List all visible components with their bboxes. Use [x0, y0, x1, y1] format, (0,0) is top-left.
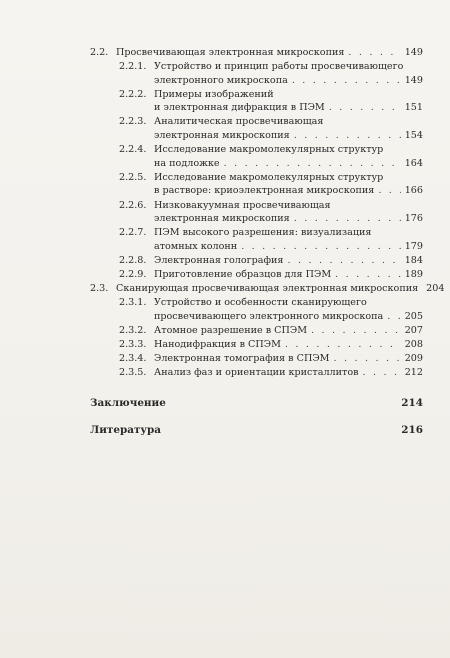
toc-chapter-page: 216: [401, 423, 423, 436]
toc-entry: [0, 268, 450, 282]
toc-page-number: 207: [404, 324, 423, 336]
toc-entry: [0, 254, 450, 268]
toc-entry-number: 2.2.4.: [119, 144, 147, 156]
toc-entry-title: электронная микроскопия: [154, 213, 290, 225]
toc-entry-title: Электронная голография: [154, 254, 284, 266]
dot-leader: [329, 101, 401, 115]
toc-chapter-title: Литература: [90, 423, 162, 436]
toc-entry-title: Низковакуумная просвечивающая: [154, 199, 331, 211]
toc-entry-title: Устройство и принцип работы просвечивающего: [154, 61, 404, 73]
toc-entry-title: электронного микроскопа: [154, 74, 288, 86]
toc-entry-title: Исследование макромолекулярных структур: [154, 171, 384, 183]
table-of-contents: [0, 46, 450, 438]
toc-chapter-page: 214: [401, 396, 423, 409]
toc-page-number: 212: [404, 367, 423, 379]
toc-chapter: [0, 397, 450, 411]
dot-leader: [387, 310, 400, 324]
toc-page-number: 151: [404, 102, 423, 114]
toc-page-number: 205: [404, 310, 423, 322]
toc-entry-title: ПЭМ высокого разрешения: визуализация: [154, 227, 372, 239]
toc-entry: [0, 143, 450, 170]
toc-entry: [0, 226, 450, 253]
toc-entry-title: Примеры изображений: [154, 88, 274, 100]
toc-page-number: 184: [404, 254, 423, 266]
dot-leader: [241, 240, 401, 254]
toc-entry-number: 2.2.9.: [119, 269, 147, 280]
toc-page-number: 164: [404, 157, 423, 169]
dot-leader: [224, 157, 401, 171]
toc-page-number: 208: [404, 338, 423, 350]
toc-entry-number: 2.2.1.: [119, 61, 147, 73]
toc-entry: [0, 338, 450, 352]
toc-entry-number: 2.2.6.: [119, 199, 147, 211]
dot-leader: [335, 268, 401, 282]
toc-entry-number: 2.2.2.: [119, 88, 147, 100]
toc-entry-number: 2.3.1.: [119, 297, 147, 309]
toc-page-number: 176: [404, 213, 423, 225]
dot-leader: [287, 254, 400, 268]
toc-entry-title: Просвечивающая электронная микроскопия: [116, 47, 345, 58]
toc-entry-title: Сканирующая просвечивающая электронная микроскопия: [116, 283, 419, 295]
toc-entry-number: 2.3.5.: [119, 367, 147, 379]
toc-entry-title: на подложке: [154, 157, 220, 169]
toc-entry-number: 2.2.: [90, 47, 109, 58]
toc-page-number: 149: [404, 47, 423, 58]
toc-entry-title: электронная микроскопия: [154, 130, 290, 142]
dot-leader: [292, 74, 401, 88]
dot-leader: [333, 352, 400, 366]
toc-entry-title: Анализ фаз и ориентации кристаллитов: [154, 367, 359, 379]
toc-entry-title: Нанодифракция в СПЭМ: [154, 338, 281, 350]
toc-entry: [0, 115, 450, 142]
toc-entry-title: Электронная томография в СПЭМ: [154, 353, 330, 365]
toc-entry-title: просвечивающего электронного микроскопа: [154, 310, 384, 322]
toc-page-number: 209: [404, 353, 423, 365]
toc-entry-title: Устройство и особенности сканирующего: [154, 297, 367, 309]
dot-leader: [363, 366, 401, 380]
dot-leader: [311, 324, 401, 338]
toc-entry-number: 2.3.4.: [119, 353, 147, 365]
toc-entry: [0, 60, 450, 87]
toc-page-number: 179: [404, 240, 423, 252]
toc-entry-title: Атомное разрешение в СПЭМ: [154, 324, 308, 336]
toc-entry-number: 2.2.7.: [119, 227, 147, 239]
dot-leader: [294, 212, 401, 226]
toc-page-number: 189: [404, 269, 423, 280]
toc-entry-title: атомных колонн: [154, 240, 238, 252]
toc-entry-number: 2.2.3.: [119, 116, 147, 128]
toc-entry: [0, 171, 450, 198]
toc-entry: [0, 324, 450, 338]
toc-page-number: 204: [426, 283, 445, 295]
toc-entry: [0, 296, 450, 323]
toc-entry: [0, 366, 450, 380]
toc-entry-number: 2.3.2.: [119, 324, 147, 336]
dot-leader: [378, 184, 400, 198]
toc-page-number: 149: [404, 74, 423, 86]
toc-entry-title: в растворе: криоэлектронная микроскопия: [154, 185, 375, 197]
toc-entry-title: Приготовление образцов для ПЭМ: [154, 269, 332, 280]
dot-leader: [294, 129, 401, 143]
toc-entry-number: 2.2.5.: [119, 171, 147, 183]
toc-entry-title: Аналитическая просвечивающая: [154, 116, 324, 128]
toc-entry: [0, 199, 450, 226]
toc-entry: [0, 282, 450, 296]
toc-entry-number: 2.2.8.: [119, 254, 147, 266]
toc-chapter-title: Заключение: [90, 396, 166, 409]
toc-page-number: 154: [404, 130, 423, 142]
dot-leader: [348, 46, 400, 60]
toc-entry: [0, 352, 450, 366]
toc-entry-number: 2.3.: [90, 283, 109, 295]
toc-entry-title: и электронная дифракция в ПЭМ: [154, 102, 325, 114]
toc-entry-title: Исследование макромолекулярных структур: [154, 144, 384, 156]
toc-entry: [0, 88, 450, 115]
toc-chapter: [0, 424, 450, 438]
toc-page-number: 166: [404, 185, 423, 197]
toc-entry-number: 2.3.3.: [119, 338, 147, 350]
toc-entry: [0, 46, 450, 60]
dot-leader: [285, 338, 401, 352]
